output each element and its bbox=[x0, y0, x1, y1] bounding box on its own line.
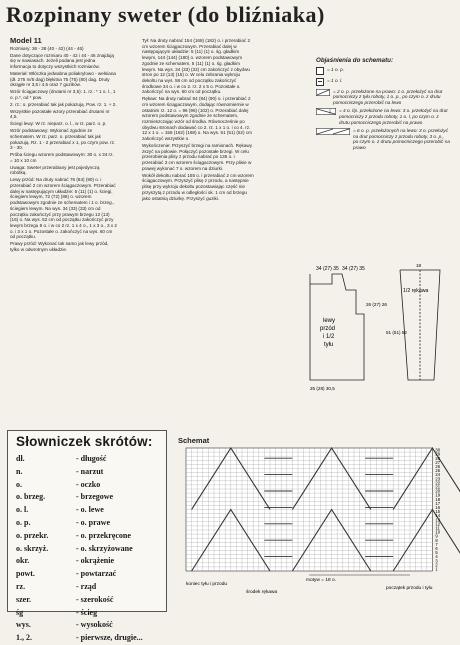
row-number: 27 bbox=[435, 459, 441, 465]
meaning: - o. skrzyżowane bbox=[76, 543, 133, 553]
paragraph: Lewy przód: Na druty nabrać 76 (84) (90) o. i przerabiać 2 cm wzorem ściągaczowym. Przerabiać dalej w następującym układzie: 5 (11) (1) o. ściegi, ściegiem lewym, 72 (72) (88) o. wzorem podstawowym zgodnie ze schematem i 1 o. brzeg., ściegiem lewym. Na wys. 34 (33) (33) cm od początku zakończyć przy prawym brzegu 12 (13) (16) o. Na wys. 52 cm od początku zakończyć przy lewym brzegu 8 o. i w co 2 rz. 1 x 4 o., 1 x 3 o., 3 x 2 o. i 3 x 1 o. Pozostałe o. zakończyć na wys. 60 cm od początku. bbox=[10, 177, 117, 240]
paragraph: Wzór ściągaczowy (drutami nr 3,5): 1. rz.: * 1 o. l., 1 o. p.*, od * pow. bbox=[10, 89, 116, 100]
paragraph: Tył: Na druty nabrać 154 (168) (182) o. i przerabiać 2 cm wzorem ściągaczowym. Przerabiać dalej w następującym układzie: 5 (11) (1) o. śg. gładkim lewym, 144 (144) (180) o. wzorem podstawowym zgodnie ze schematem, 5 (11) (1) o. śg. gładkim lewym. Na wys. 34 (33) (32) cm zakończyć z obydwu stron po 12 (13) (15) o. W celu zebrania wykroju dekoltu na wys. 58 cm od początku zakończyć środkowe 34 o. i w co 2. rz. 2 x 5 o. Pozostałe o. zakończyć na wys. 60 cm od początku. bbox=[142, 38, 251, 95]
abbr: o. p. bbox=[16, 517, 31, 527]
meaning: - okrążenie bbox=[76, 556, 114, 566]
paragraph: Wszystkie pozostałe wzory przerabiać drutami nr 4,5. bbox=[10, 108, 110, 120]
meaning: - o. prawe bbox=[76, 517, 110, 527]
row-number: 18 bbox=[435, 496, 441, 502]
row-number: 21 bbox=[435, 484, 441, 490]
row-number: 3 bbox=[435, 558, 438, 564]
legend-item bbox=[316, 128, 450, 150]
glossary-row bbox=[8, 504, 166, 517]
legend-item bbox=[316, 108, 450, 125]
paragraph: Wzór podstawowy: Wykonać zgodnie ze schematem. W rz. parz. o. przerabiać tak jak pokazują. Rz. 1 - 2 przerabiać x 1, po czym pow. rz. 3 - 30. bbox=[10, 128, 116, 151]
cross-right-symbol-icon bbox=[316, 89, 330, 96]
row-number: 20 bbox=[435, 488, 441, 494]
paragraph: Prawy przód: Wykonać tak samo jak lewy przód, tylko w odwrotnym układzie. bbox=[10, 241, 109, 252]
paragraph: Dane dotyczące rozmiaru 40 - 42 i 44 - 46 znajdują się w nawiasach. Jeżeli podana jest jedna informacja to dotyczy wszystkich rozmiarów. bbox=[10, 52, 114, 69]
model-number: Model 11 bbox=[10, 36, 42, 45]
abbr: o. przekr. bbox=[16, 530, 49, 540]
sleeve-outline bbox=[400, 270, 440, 380]
abbr: n. bbox=[16, 466, 23, 476]
legend-title: Objaśnienia do schematu: bbox=[316, 57, 394, 64]
label-start-right: początek przodu i tyłu bbox=[386, 586, 433, 591]
label-front-3: i 1/2 bbox=[323, 334, 335, 340]
abbr: wys. bbox=[16, 620, 31, 630]
row-number: 2 bbox=[435, 562, 438, 568]
row-number: 15 bbox=[435, 509, 441, 515]
knit-stitch-symbol-icon bbox=[316, 67, 324, 75]
abbr: śg bbox=[16, 607, 24, 617]
row-number: 12 bbox=[435, 521, 441, 527]
legend-item bbox=[316, 89, 450, 106]
row-number: 23 bbox=[435, 476, 441, 482]
meaning: - szerokość bbox=[76, 594, 114, 604]
paragraph: Rozmiary: 36 - 38 (40 - 42) (44 - 46) bbox=[10, 45, 84, 51]
row-number: 16 bbox=[435, 505, 441, 510]
purl-stitch-symbol-icon bbox=[316, 78, 324, 86]
glossary-row bbox=[8, 619, 166, 632]
legend-text: = 1 o. l. bbox=[327, 77, 343, 83]
row-number: 14 bbox=[435, 513, 441, 519]
label-front-4: tyłu bbox=[324, 342, 334, 348]
glossary-row bbox=[8, 568, 166, 581]
chart-grid bbox=[168, 428, 458, 620]
row-number: 30 bbox=[435, 447, 441, 453]
abbr: 1., 2. bbox=[16, 633, 32, 643]
row-number: 28 bbox=[435, 455, 441, 461]
row-number: 10 bbox=[435, 529, 441, 535]
label-front-2: przód bbox=[320, 326, 336, 332]
row-number: 9 bbox=[435, 533, 438, 539]
label-top: 34 (27) 35 bbox=[316, 266, 339, 272]
paragraph: Rękaw: Na druty nabrać 84 (84) (90) o. i przerabiać 2 cm wzorem ściągaczowym, dodając równomiernie w ostatnim rz. 12 o. = 96 (96) (102) o. Przerabiać dalej wzorem podstawowym zgodnie ze schematem, rozmieszczając wzór od środka. Równocześnie po obydwu stronach dodawać co 2. rz. 1 x 1 o. i co 4. rz. 12 x 1 o. = 156 (162) (168) o. Na wys. 51 (51) (52) cm zakończyć wszystkie o. bbox=[142, 96, 252, 142]
row-number: 5 bbox=[435, 550, 438, 556]
legend-text: = 2 o. p. przełożone na prawo: 1 o. przełożyć na drut pomocniczy z tyłu roboty, 1 o. p., po czym o. z drutu pomocniczego przerobić na lewo bbox=[333, 88, 443, 105]
paragraph: Próba ściegu wzorem podstawowym: 30 o. x 34 rz. = 10 x 10 cm bbox=[10, 152, 114, 163]
meaning: - oczko bbox=[76, 479, 101, 489]
legend-item bbox=[316, 67, 450, 75]
label-motif: motyw = 18 o. bbox=[306, 578, 336, 583]
row-number: 17 bbox=[435, 500, 441, 506]
meaning: - o. lewe bbox=[76, 505, 104, 515]
row-number: 26 bbox=[435, 464, 441, 469]
legend-text: = 6 o. p. przełożonych na lewo: 3 o. przełożyć na drut pomocniczy z przodu roboty, 3 o. p., po czym o. z drutu pomocniczego przerobić na prawo bbox=[353, 128, 450, 151]
paragraph: Materiał: Włóczka jedwabna poliakrylowo - wełniana (dł. 275 m/5 dag) błękitna 75 (75) (80) dag. Druty okrągłe nr 3,5 i 4,5 oraz 7 guzików. bbox=[10, 70, 116, 88]
row-number: 1 bbox=[435, 566, 438, 572]
paragraph: Uwaga: Sweter przerabiany jest pojedynczą robótką. bbox=[10, 164, 100, 176]
legend-text: = 4 o. l/p. przełożone na lewo: 3 o. przełożyć na drut pomocniczy z przodu roboty, 1 o. l, po czym o. z drutu pomocniczego przerobić na prawo bbox=[339, 108, 448, 125]
glossary-row bbox=[8, 479, 166, 492]
label-bottom: 25 (28) 30,5 bbox=[310, 386, 335, 391]
meaning: - rząd bbox=[76, 581, 97, 591]
meaning: - długość bbox=[76, 454, 107, 463]
row-number: 11 bbox=[435, 525, 440, 531]
meaning: - ścieg bbox=[76, 607, 98, 617]
abbr: powt. bbox=[16, 569, 35, 579]
paragraph: Wykończenie: Przyszyć brzegi na ramionach. Rękawy zszyć na połowie. Połączyć pozostałe brzegi. W celu przerobienia plisy z przodu nabrać po 135 o. i przerabiać 3 cm wzorem ściągaczowym. Przy plisie w prawej wykonać 7 o. wzorem na dziurki. bbox=[142, 143, 252, 171]
row-number: 24 bbox=[435, 472, 441, 478]
paragraph: 2. rz.: o. przerabiać tak jak pokazują. Pow. rz. 1. + 2. bbox=[10, 101, 117, 107]
glossary-title: Słowniczek skrótów: bbox=[16, 434, 153, 449]
row-number: 7 bbox=[435, 541, 438, 547]
front-piece-outline bbox=[310, 274, 364, 380]
label-right-value: 51 (51) 52 bbox=[386, 330, 407, 335]
label-top-right: 34 (27) 35 bbox=[342, 266, 365, 272]
glossary-row bbox=[8, 530, 166, 543]
meaning: - narzut bbox=[76, 466, 104, 476]
meaning: - pierwsze, drugie... bbox=[76, 633, 143, 643]
glossary-row bbox=[8, 491, 166, 504]
glossary-row bbox=[8, 555, 166, 568]
garment-diagram bbox=[302, 262, 456, 402]
instructions-column-2 bbox=[142, 38, 254, 202]
glossary-row bbox=[8, 517, 166, 530]
knitting-chart bbox=[168, 428, 458, 620]
abbr: o. skrzyż. bbox=[16, 543, 49, 553]
glossary-row bbox=[8, 581, 166, 594]
legend-text: = 1 o. p. bbox=[327, 66, 345, 72]
paragraph: Wokół dekoltu nabrać 155 o. i przerabiać 2 cm wzorem ściągaczowym. Przyszyć plisę z przodu, a następnie plisę przy wykroju dekoltu pozostawiając część nie przyszytą z przodu w odległości ok. 1 cm od brzegu jako ostatnią dziurkę. Przyszyć guziki. bbox=[142, 172, 254, 201]
legend-item bbox=[316, 78, 450, 86]
meaning: - brzegowe bbox=[76, 492, 114, 502]
row-number: 25 bbox=[435, 468, 441, 474]
glossary-row bbox=[8, 594, 166, 607]
meaning: - o. przekręcone bbox=[76, 530, 131, 540]
row-number: 4 bbox=[435, 554, 438, 560]
row-number: 22 bbox=[435, 480, 441, 486]
glossary-row bbox=[8, 466, 166, 479]
abbr: dł. bbox=[16, 454, 25, 463]
paragraph: Ściegi lewy: W rz. nieparz. o. l., w rz. parz. o. p. bbox=[10, 121, 107, 127]
legend bbox=[316, 58, 450, 154]
label-end-left: koniec tyłu i przodu bbox=[186, 582, 228, 587]
label-sleeve-top: 18 bbox=[416, 263, 422, 268]
glossary-box bbox=[7, 430, 167, 643]
instructions-column-1 bbox=[10, 38, 117, 254]
front-label: lewy bbox=[323, 318, 336, 324]
label-front bbox=[323, 318, 335, 324]
row-number: 8 bbox=[435, 537, 438, 543]
meaning: - powtarzać bbox=[76, 569, 117, 579]
abbr: o. bbox=[16, 479, 22, 489]
abbr: okr. bbox=[16, 556, 30, 566]
row-number: 19 bbox=[435, 492, 441, 498]
glossary-row bbox=[8, 607, 166, 620]
abbr: rz. bbox=[16, 581, 26, 591]
label-side: 26 (27) 26 bbox=[366, 302, 387, 307]
cross-left-symbol-icon bbox=[316, 108, 336, 115]
page-title: Rozpinany sweter (do bliźniaka) bbox=[6, 2, 325, 27]
row-number: 6 bbox=[435, 546, 438, 551]
label-middle: środek rękawa bbox=[246, 590, 278, 595]
row-number: 13 bbox=[435, 517, 441, 523]
glossary-row bbox=[8, 453, 166, 466]
glossary-row bbox=[8, 632, 166, 645]
glossary-row bbox=[8, 543, 166, 556]
abbr: szer. bbox=[16, 594, 32, 604]
meaning: - wysokość bbox=[76, 620, 113, 630]
chart-title: Schemat bbox=[178, 436, 210, 445]
row-number: 29 bbox=[435, 451, 441, 457]
abbr: o. l. bbox=[16, 505, 29, 515]
cable-six-symbol-icon bbox=[316, 128, 350, 135]
abbr: o. brzeg. bbox=[16, 492, 46, 502]
label-sleeve: 1/2 rękawa bbox=[403, 288, 429, 294]
